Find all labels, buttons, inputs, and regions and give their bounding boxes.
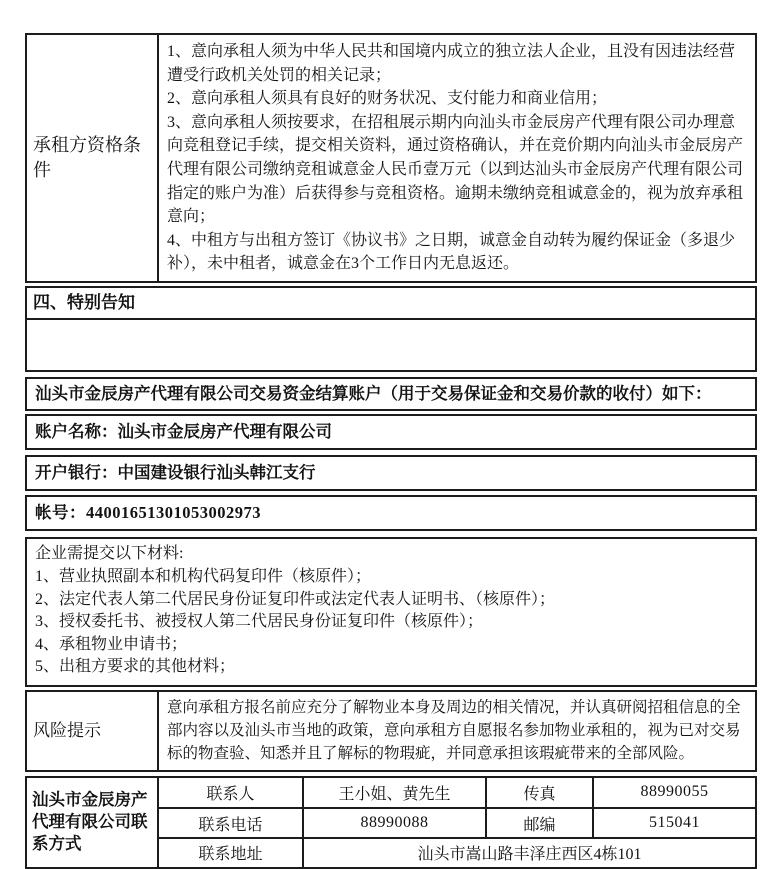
materials-item: 1、营业执照副本和机构代码复印件（核原件）；: [35, 568, 372, 586]
postcode-value: 515041: [592, 807, 755, 837]
contact-person-value: 王小姐、黄先生: [302, 778, 485, 808]
fax-value: 88990055: [592, 778, 755, 808]
special-notice-title: 四、特别告知: [27, 288, 755, 320]
qualification-item: 2、意向承租人须具有良好的财务状况、支付能力和商业信用；: [167, 90, 608, 108]
bank-text: 开户银行：中国建设银行汕头韩江支行: [35, 463, 316, 483]
materials-item: 5、出租方要求的其他材料；: [35, 658, 236, 676]
qualification-item: 3、意向承租人须按要求，在招租展示期内向汕头市金辰房产代理有限公司办理意向竞租登记手续，提交相关资料，通过资格确认，并在竞价期内向汕头市金辰房产代理有限公司缴纳竞租诚意金人民币壹万元（以到达汕头市金辰房产代理有限公司指定的账户为准）后获得参与竞租资格。逾期未缴纳竞租诚意金的，视为放弃承租意向；: [167, 113, 744, 226]
materials-item: 3、授权委托书、被授权人第二代居民身份证复印件（核原件）；: [35, 613, 484, 631]
postcode-label: 邮编: [485, 807, 592, 837]
materials-section: [25, 537, 757, 687]
account-number-text: 帐号：44001651301053002973: [35, 503, 261, 523]
qualification-section: [25, 33, 757, 283]
risk-label: 风险提示: [27, 692, 159, 770]
materials-item: 4、承租物业申请书；: [35, 635, 188, 653]
risk-section: [25, 690, 757, 772]
settlement-intro-section: [25, 377, 757, 412]
contact-section: [25, 776, 757, 869]
account-number-section: [25, 495, 757, 531]
account-name-text: 账户名称：汕头市金辰房产代理有限公司: [35, 422, 332, 442]
settlement-intro-text: 汕头市金辰房产代理有限公司交易资金结算账户（用于交易保证金和交易价款的收付）如下：: [35, 383, 712, 403]
scanned-form-document: [25, 33, 757, 869]
contact-person-label: 联系人: [157, 778, 302, 808]
phone-value: 88990088: [302, 807, 485, 837]
materials-list: [27, 539, 755, 685]
contact-table: [27, 778, 755, 867]
materials-title: 企业需提交以下材料:: [35, 545, 184, 563]
qualification-body: [159, 35, 755, 281]
materials-item: 2、法定代表人第二代居民身份证复印件或法定代表人证明书、（核原件）；: [35, 590, 556, 608]
bank-section: [25, 455, 757, 491]
special-notice-content: [27, 320, 755, 370]
qualification-label: 承租方资格条件: [27, 35, 159, 281]
address-label: 联系地址: [157, 837, 302, 867]
qualification-item: 1、意向承租人须为中华人民共和国境内成立的独立法人企业，且没有因违法经营遭受行政机关处罚的相关记录；: [167, 43, 736, 84]
phone-label: 联系电话: [157, 807, 302, 837]
address-value: 汕头市嵩山路丰泽庄西区4栋101: [302, 837, 755, 867]
contact-org-label: 汕头市金辰房产代理有限公司联系方式: [32, 790, 148, 854]
special-notice-section: [25, 286, 757, 372]
qualification-item: 4、中租方与出租方签订《协议书》之日期，诚意金自动转为履约保证金（多退少补），未中租者，诚意金在3个工作日内无息返还。: [167, 231, 736, 273]
account-name-section: [25, 414, 757, 450]
risk-text: 意向承租方报名前应充分了解物业本身及周边的相关情况，并认真研阅招租信息的全部内容以及汕头市当地的政策，意向承租方自愿报名参加物业承租的，视为已对交易标的物查验、知悉并且了解标的物瑕疵，并同意承担该瑕疵带来的全部风险。: [167, 699, 741, 763]
fax-label: 传真: [485, 778, 592, 808]
